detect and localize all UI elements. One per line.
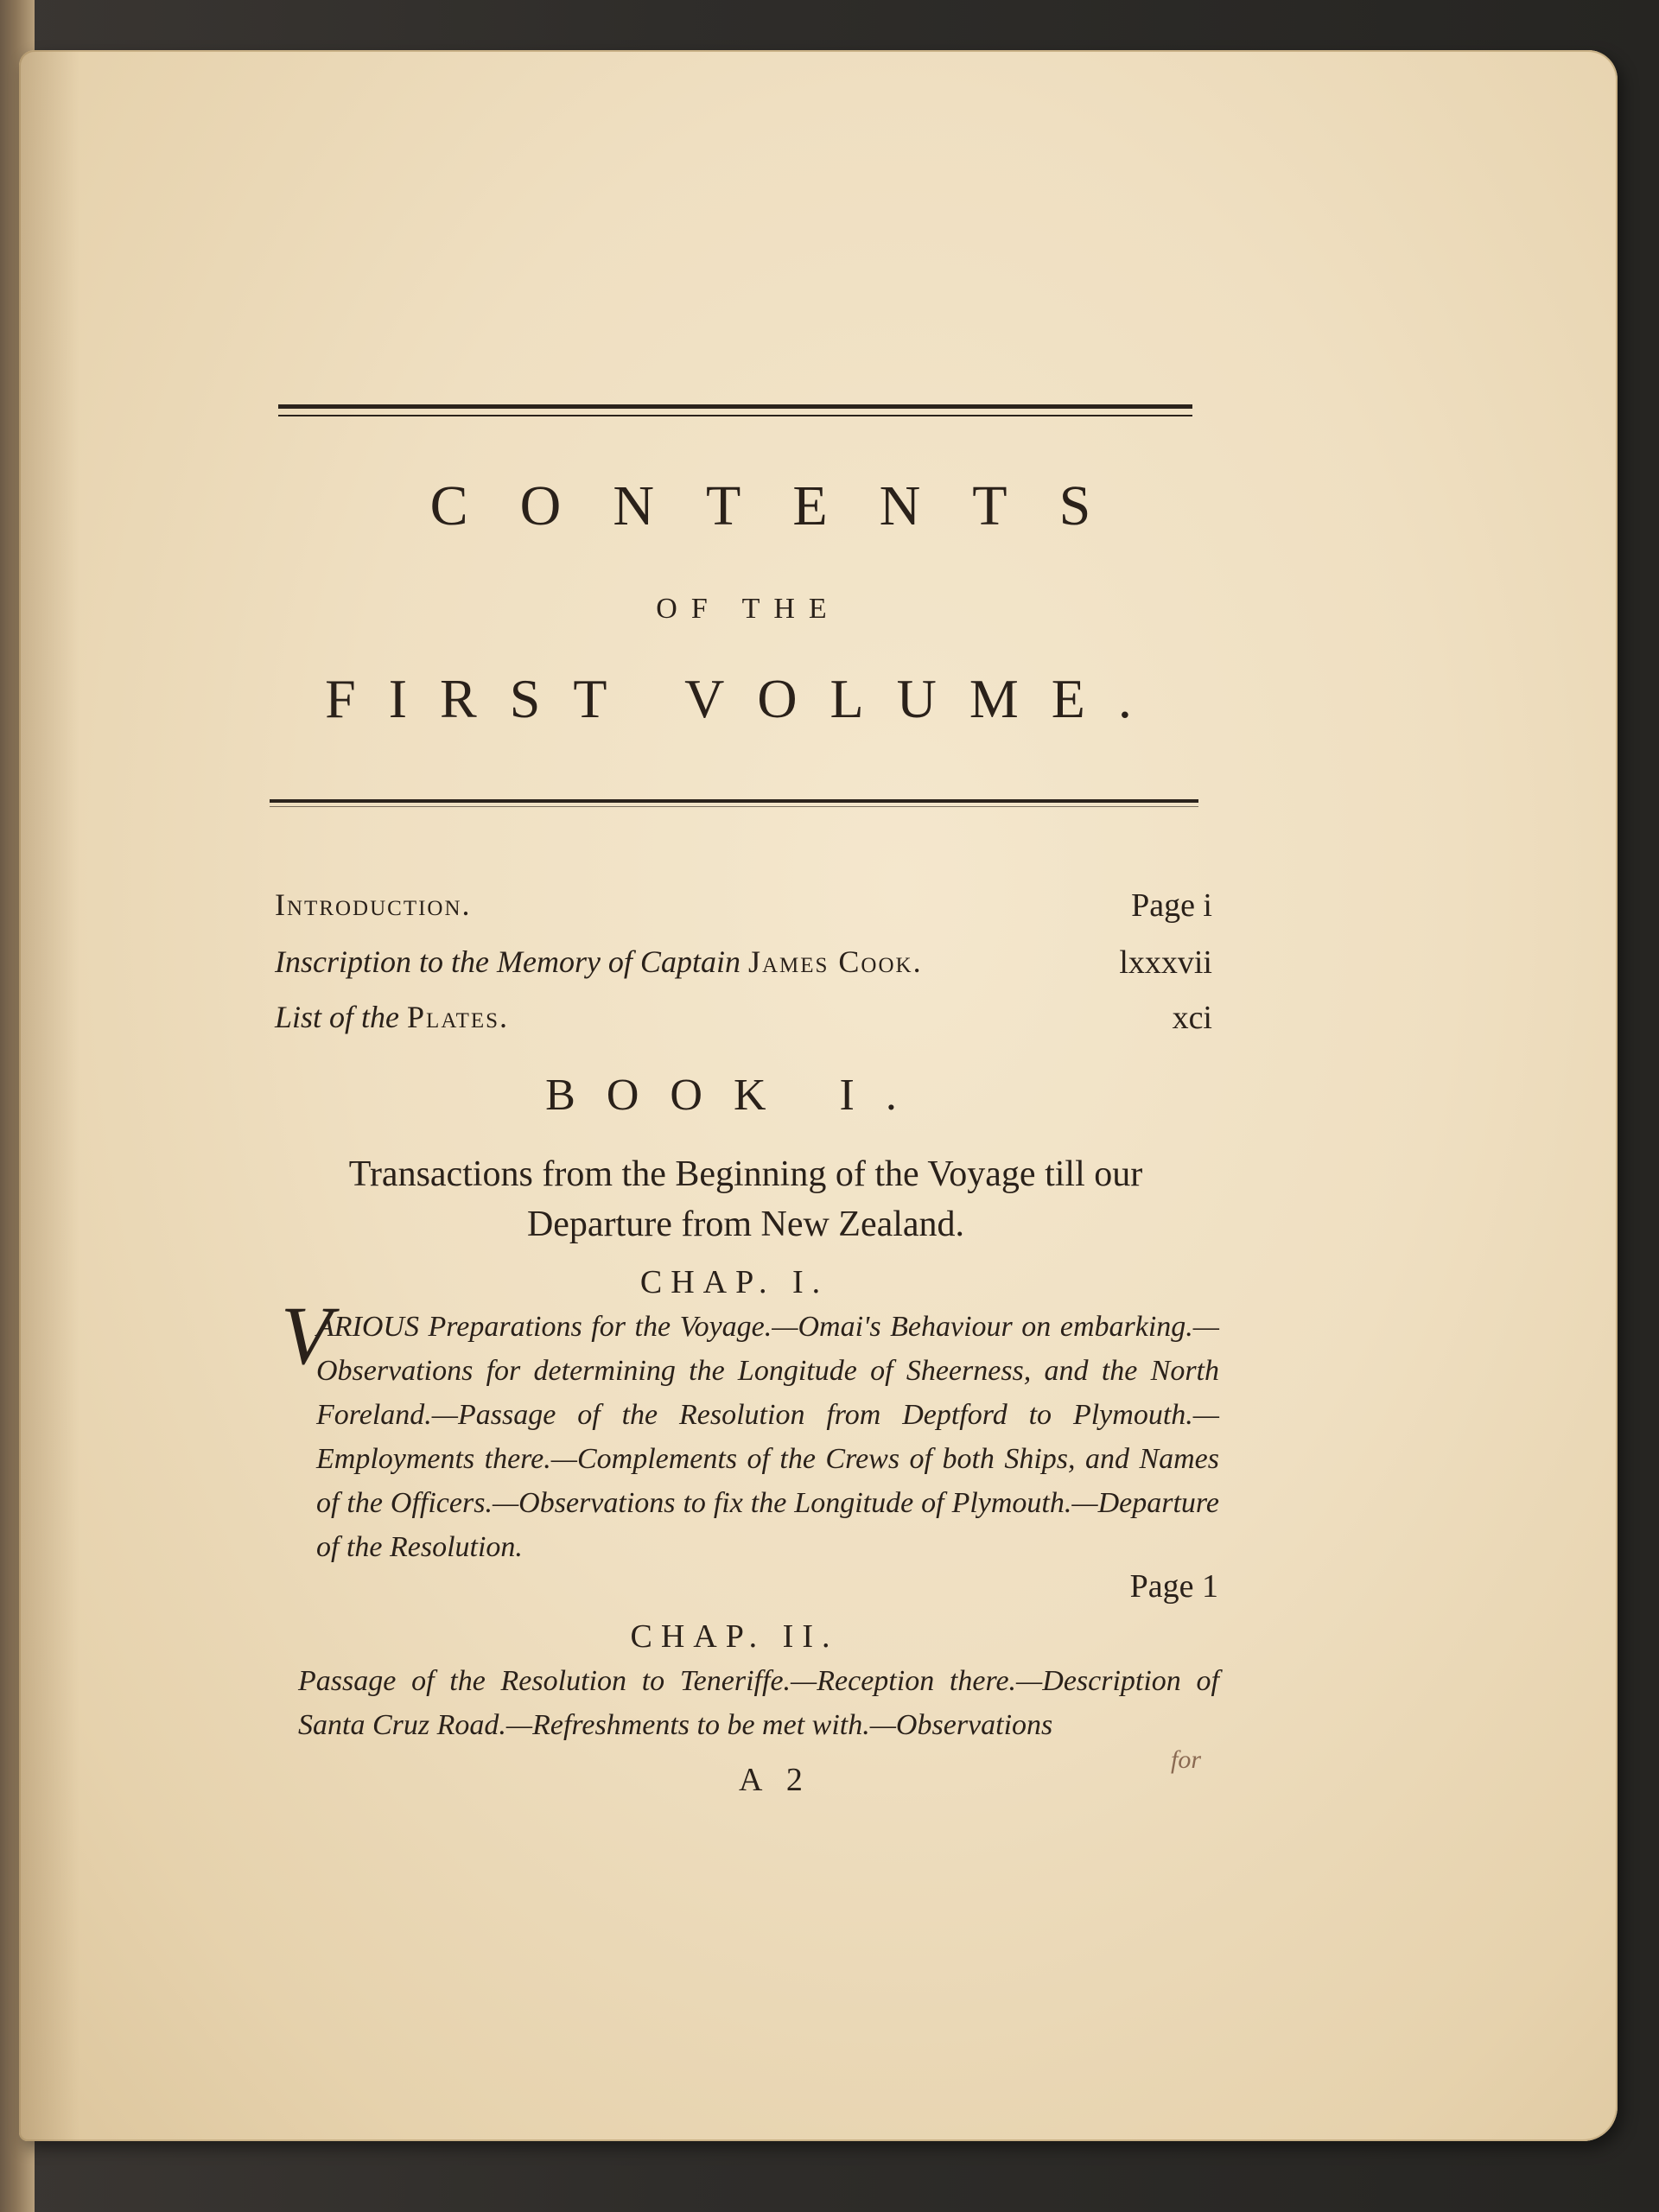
top-double-rule [278,404,1192,409]
chapter-1-summary: ARIOUS Preparations for the Voyage.—Omai's Behaviour on embarking.—Observations for determining the Longitude of Sheerness, and the North Foreland.—Passage of the Resolution from Deptford to Plymouth.—Employments there.—Complements of the Crews of both Ships, and Names of the Officers.—Observations to fix the Longitude of Plymouth.—Departure of the Resolution. [316,1311,1219,1563]
title-first-volume: FIRST VOLUME. [325,668,1165,729]
signature-mark: A 2 [739,1762,811,1798]
toc-entry-introduction [275,887,1212,935]
chapter-1-heading: CHAP. I. [639,1264,830,1300]
chapter-1-page: Page 1 [1129,1568,1218,1605]
middle-rule [270,799,1198,803]
toc-entry-label: Inscription to the Memory of Captain James Cook. [275,944,923,979]
chapter-2-heading: CHAP. II. [630,1618,839,1655]
toc-entry-label: List of the Plates. [275,1000,510,1034]
toc-entry-inscription [275,944,1212,992]
toc-entry-page: xci [1172,1000,1212,1036]
catchword: for [1171,1745,1202,1774]
toc-entry-page: Page i [1131,887,1212,924]
book-subtitle: Transactions from the Beginning of the Voyage till our Departure from New Zealand. [348,1154,1143,1244]
book-heading: BOOK I. [545,1071,928,1120]
title-contents: CONTENTS [429,474,1143,537]
toc-entry-plates [275,999,1212,1047]
toc-entry-label: Introduction. [275,887,472,922]
toc-entry-page: lxxxvii [1119,944,1212,981]
top-double-rule-thin [278,415,1192,416]
chapter-2-summary: Passage of the Resolution to Teneriffe.—Reception there.—Description of Santa Cruz Road.—Refreshments to be met with.—Observations [298,1665,1219,1741]
title-of-the: OF THE [656,593,841,625]
drop-cap: V [281,1289,332,1382]
middle-rule-thin [270,806,1198,807]
